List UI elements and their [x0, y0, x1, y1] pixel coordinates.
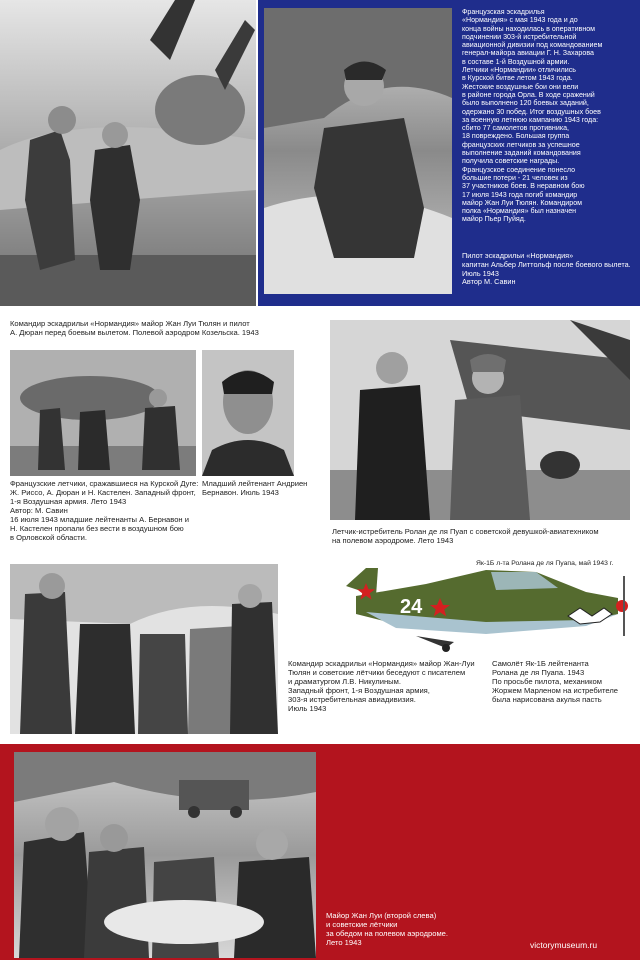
photo-bernavon-portrait [202, 350, 294, 476]
writers-caption: Командир эскадрильи «Нормандия» майор Жан-Луи Тюлян и советские лётчики беседуют с писателем и драматургом Л.В. Никулиным. Западный фронт, 1-я Воздушная армия, 303-я истребительная авиадивизия. Июль 1943 [288, 659, 475, 713]
photo-pilots-by-plane [0, 0, 256, 306]
bernavon-caption: Младший лейтенант Андриен Бернавон. Июль 1943 [202, 479, 308, 497]
photo-littolf-cockpit [264, 8, 452, 294]
aircraft-number: 24 [400, 596, 423, 618]
yak-1b-illustration [336, 556, 630, 656]
yak-caption: Самолёт Як-1Б лейтенанта Ролана де ля Пуапа. 1943 По просьбе пилота, механиком Жоржем Марленом на истребителе была нарисована акулья пасть [492, 659, 619, 704]
photo-kursk-pilots [10, 350, 196, 476]
dinner-caption: Майор Жан Луи (второй слева) и советские лётчики за обедом на полевом аэродроме. Лето 1943 [326, 911, 449, 947]
site-url[interactable]: victorymuseum.ru [530, 940, 598, 950]
photo-pilots-with-writer [10, 564, 278, 734]
photo-field-dinner [14, 752, 316, 958]
aircraft-label: Як-1Б л-та Ролана де ля Пуапа, май 1943 г. [476, 560, 614, 567]
de-la-poype-caption: Летчик-истребитель Ролан де ля Пуап с советской девушкой-авиатехником на полевом аэродроме. Лето 1943 [332, 527, 599, 545]
escadrille-history-text: Французская эскадрилья «Нормандия» с мая 1943 года и до конца войны находилась в оперативном подчинении 303-й истребительной авиационной дивизии под командованием генерал-майора авиации Г. Н. Захарова в составе 1-й Воздушной армии. Летчики «Нормандии» отличились в Курской битве летом 1943 года. Жестокие воздушные бои они вели в районе города Орла. В ходе сражений было выполнено 120 боевых заданий, одержано 30 побед. Итог воздушных боев за военную летнюю кампанию 1943 года: сбито 77 самолетов противника, 18 повреждено. Большая группа французских летчиков за успешное выполнение заданий командования получила советские награды. Французское соединение понесло большие потери - 21 человек из 37 участников боев. В неравном бою 17 июля 1943 года погиб командир майор Жан Луи Тюлян. Командиром полка «Нормандия» был назначен майор Пьер Пуйяд. [462, 8, 603, 224]
littolf-caption: Пилот эскадрильи «Нормандия» капитан Альбер Литтольф после боевого вылета. Июль 1943 Автор М. Савин [462, 251, 631, 287]
kursk-pilots-caption: Французские летчики, сражавшиеся на Курской Дуге: Ж. Риссо, А. Дюран и Н. Кастелен. Западный фронт, 1-я Воздушная армия. Лето 1943 Автор: М. Савин 16 июля 1943 младшие лейтенанты А. Бернавон и Н. Кастелен пропали без вести в воздушном бою в Орловской области. [10, 479, 199, 542]
tulasne-duran-caption: Командир эскадрильи «Нормандия» майор Жан Луи Тюлян и пилот А. Дюран перед боевым вылетом. Полевой аэродром Козельска. 1943 [10, 319, 259, 337]
photo-de-la-poype [330, 320, 630, 520]
